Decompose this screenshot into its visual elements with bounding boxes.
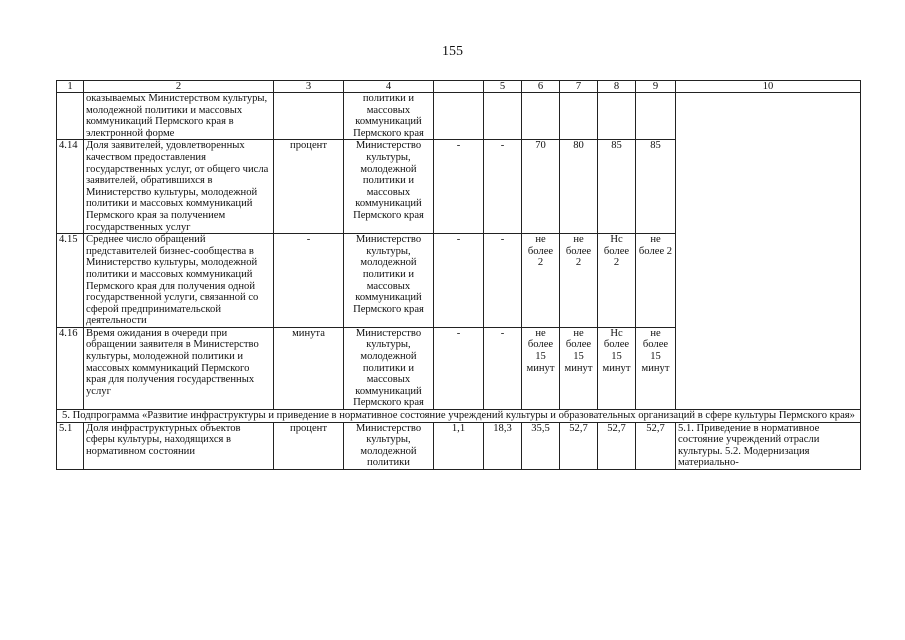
section-row — [57, 410, 861, 423]
header-row — [57, 81, 861, 93]
value-cell: 52,7 — [636, 422, 676, 469]
subprogram-title: 5. Подпрограмма «Развитие инфраструктуры и приведение в нормативное состояние учреждений культуры и образовательных организаций в сфере культуры Пермского края» — [57, 410, 861, 423]
value-cell: не более 15 минут — [522, 327, 560, 409]
responsible-org: Министерство культуры, молодежной политики — [344, 422, 434, 469]
page-number: 155 — [442, 44, 463, 59]
measures-cell — [676, 93, 861, 410]
col-header: 4 — [344, 81, 434, 93]
responsible-org: политики и массовых коммуникаций Пермского края — [344, 93, 434, 140]
value-cell: - — [484, 234, 522, 328]
table-row — [57, 93, 861, 140]
value-cell: - — [484, 140, 522, 234]
value-cell: 18,3 — [484, 422, 522, 469]
value-cell: не более 15 минут — [560, 327, 598, 409]
indicator-name: оказываемых Министерством культуры, молодежной политики и массовых коммуникаций Пермского края в электронной форме — [84, 93, 274, 140]
value-cell: 80 — [560, 140, 598, 234]
value-cell: 85 — [636, 140, 676, 234]
col-header — [434, 81, 484, 93]
responsible-org: Министерство культуры, молодежной политики и массовых коммуникаций Пермского края — [344, 234, 434, 328]
col-header: 3 — [274, 81, 344, 93]
value-cell: не более 2 — [560, 234, 598, 328]
indicators-table — [56, 80, 861, 470]
unit: - — [274, 234, 344, 328]
col-header: 9 — [636, 81, 676, 93]
value-cell: 52,7 — [560, 422, 598, 469]
row-number: 4.16 — [57, 327, 84, 409]
col-header: 5 — [484, 81, 522, 93]
value-cell: 70 — [522, 140, 560, 234]
responsible-org: Министерство культуры, молодежной политики и массовых коммуникаций Пермского края — [344, 140, 434, 234]
col-header: 2 — [84, 81, 274, 93]
unit: процент — [274, 140, 344, 234]
row-number: 4.14 — [57, 140, 84, 234]
unit: процент — [274, 422, 344, 469]
row-number: 5.1 — [57, 422, 84, 469]
value-cell: 85 — [598, 140, 636, 234]
col-header: 6 — [522, 81, 560, 93]
value-cell: - — [434, 327, 484, 409]
value-cell: - — [434, 234, 484, 328]
value-cell: - — [484, 327, 522, 409]
col-header: 1 — [57, 81, 84, 93]
measures-cell: 5.1. Приведение в нормативное состояние учреждений отрасли культуры. 5.2. Модернизация материально- — [676, 422, 861, 469]
indicator-name: Время ожидания в очереди при обращении заявителя в Министерство культуры, молодежной политики и массовых коммуникаций Пермского края для получения государственных услуг — [84, 327, 274, 409]
value-cell: - — [434, 140, 484, 234]
col-header: 10 — [676, 81, 861, 93]
indicator-name: Среднее число обращений представителей бизнес-сообщества в Министерство культуры, молодежной политики и массовых коммуникаций Пермского края для получения одной государственной услуги, связанной со сферой предпринимательской деятельности — [84, 234, 274, 328]
value-cell: 52,7 — [598, 422, 636, 469]
value-cell: не более 15 минут — [636, 327, 676, 409]
indicator-name: Доля инфраструктурных объектов сферы культуры, находящихся в нормативном состоянии — [84, 422, 274, 469]
value-cell: 35,5 — [522, 422, 560, 469]
col-header: 7 — [560, 81, 598, 93]
value-cell: Нс более 2 — [598, 234, 636, 328]
value-cell: не более 2 — [522, 234, 560, 328]
unit: минута — [274, 327, 344, 409]
col-header: 8 — [598, 81, 636, 93]
value-cell: Нс более 15 минут — [598, 327, 636, 409]
value-cell: 1,1 — [434, 422, 484, 469]
indicator-name: Доля заявителей, удовлетворенных качеством предоставления государственных услуг, от общего числа заявителей, обратившихся в Министерство культуры, молодежной политики и массовых коммуникаций Пермского края за получением государственных услуг — [84, 140, 274, 234]
value-cell: не более 2 — [636, 234, 676, 328]
table-row — [57, 422, 861, 469]
responsible-org: Министерство культуры, молодежной политики и массовых коммуникаций Пермского края — [344, 327, 434, 409]
row-number: 4.15 — [57, 234, 84, 328]
